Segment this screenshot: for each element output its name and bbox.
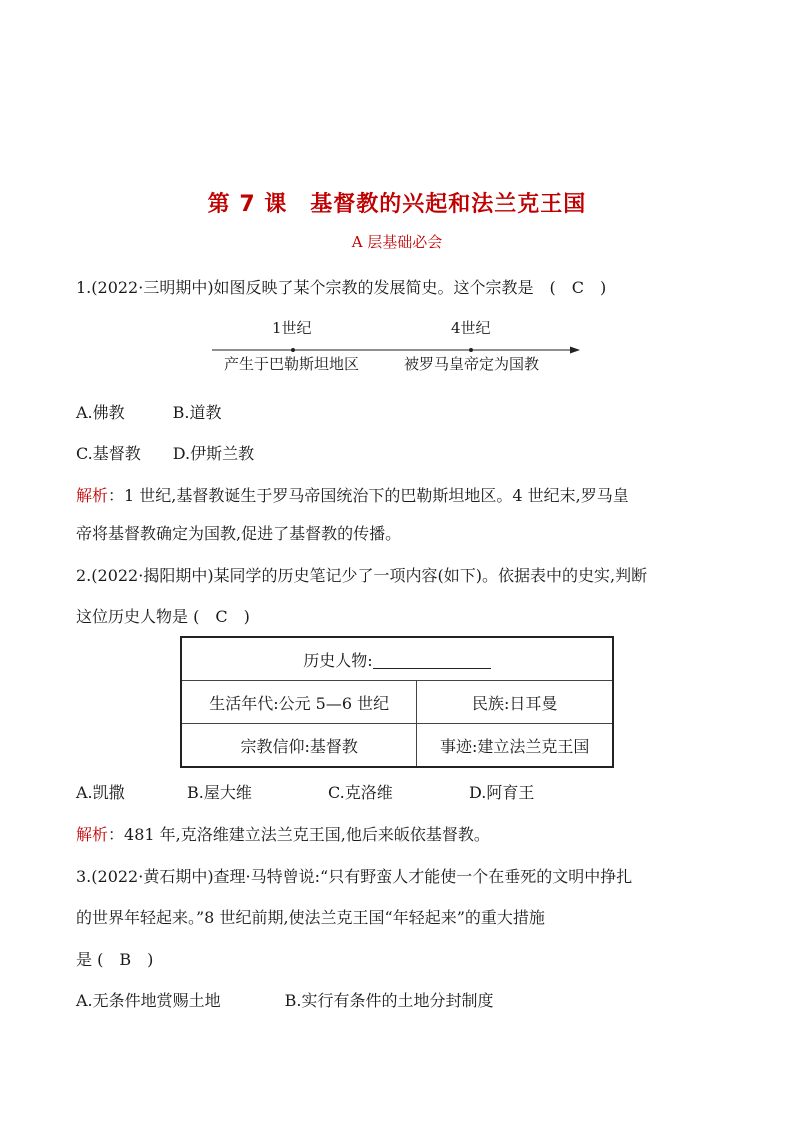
- q3-stem-line1: 3.(2022·黄石期中)查理·马特曾说:“只有野蛮人才能使一个在垂死的文明中挣扎: [76, 867, 633, 886]
- page-title: 第 7 课 基督教的兴起和法兰克王国: [207, 192, 587, 217]
- q3-options-row1: A.无条件地赏赐土地 B.实行有条件的土地分封制度: [76, 991, 494, 1010]
- q2-option-a: A.凯撒: [76, 783, 125, 802]
- timeline-label-1st-century: 1世纪: [272, 319, 312, 337]
- table-cell: 事迹:建立法兰克王国: [417, 724, 613, 768]
- q3-stem-line3: 是 ( B ): [76, 950, 154, 969]
- timeline-arrow-icon: [570, 347, 580, 354]
- q2-option-b: B.屋大维: [187, 783, 252, 802]
- q1-analysis-line2: 帝将基督教确定为国教,促进了基督教的传播。: [76, 524, 402, 543]
- timeline-label-4th-century: 4世纪: [451, 319, 491, 337]
- q2-analysis: 解析：481 年,克洛维建立法兰克王国,他后来皈依基督教。: [76, 825, 490, 844]
- table-cell: 民族:日耳曼: [417, 681, 613, 724]
- timeline-label-origin: 产生于巴勒斯坦地区: [224, 355, 360, 373]
- analysis-label: 解析: [76, 486, 109, 505]
- q2-info-table: [180, 636, 614, 768]
- q1-stem: 1.(2022·三明期中)如图反映了某个宗教的发展简史。这个宗教是 ( C ): [76, 278, 607, 297]
- section-subtitle: A 层基础必会: [351, 233, 443, 251]
- q2-stem-line1: 2.(2022·揭阳期中)某同学的历史笔记少了一项内容(如下)。依据表中的史实,判断: [76, 566, 648, 585]
- q1-options-row2: C.基督教 D.伊斯兰教: [76, 444, 255, 463]
- q1-analysis-line1: 解析：1 世纪,基督教诞生于罗马帝国统治下的巴勒斯坦地区。4 世纪末,罗马皇: [76, 486, 629, 505]
- table-cell: 生活年代:公元 5—6 世纪: [181, 681, 417, 724]
- q2-stem-line2: 这位历史人物是 ( C ): [76, 607, 250, 626]
- q2-option-d: D.阿育王: [469, 783, 535, 802]
- q1-options-row1: A.佛教 B.道教: [76, 403, 222, 422]
- timeline-label-state-religion: 被罗马皇帝定为国教: [404, 355, 540, 373]
- timeline-point-1: [291, 348, 295, 352]
- q3-stem-line2: 的世界年轻起来。”8 世纪前期,使法兰克王国“年轻起来”的重大措施: [76, 908, 545, 927]
- q2-option-c: C.克洛维: [328, 783, 393, 802]
- table-header-cell: 历史人物:: [181, 637, 613, 681]
- table-cell: 宗教信仰:基督教: [181, 724, 417, 768]
- timeline-point-2: [469, 348, 473, 352]
- answer-blank: [373, 652, 491, 669]
- analysis-label: 解析: [76, 825, 109, 844]
